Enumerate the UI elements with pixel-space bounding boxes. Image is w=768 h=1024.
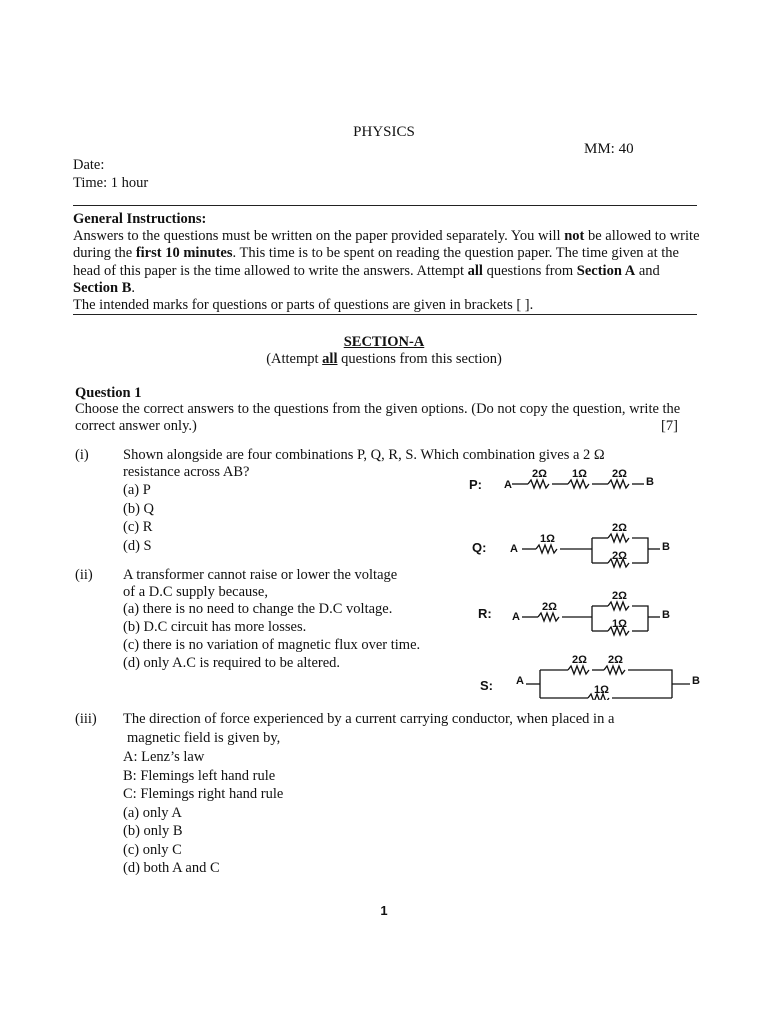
option-d: (d) only A.C is required to be altered. — [123, 655, 341, 671]
q-iii-line2: magnetic field is given by, — [127, 730, 281, 746]
circuit-p-label: P: — [469, 477, 482, 492]
circuit-q-resistor-top — [608, 534, 629, 542]
max-marks: MM: 40 — [584, 141, 634, 157]
option-a: (a) P — [123, 482, 151, 498]
circuit-q-r1-label: 1Ω — [540, 533, 555, 545]
circuit-p-resistor-1 — [528, 480, 549, 488]
time-label: Time: 1 hour — [73, 175, 149, 191]
date-label: Date: — [73, 157, 105, 173]
circuit-p-terminal-a: A — [504, 479, 512, 491]
circuit-q-terminal-b: B — [662, 541, 670, 553]
circuit-p-r1-label: 2Ω — [532, 468, 547, 480]
q-i-line2: resistance across AB? — [123, 464, 250, 480]
option-b: (b) only B — [123, 823, 183, 839]
circuit-p-terminal-b: B — [646, 476, 654, 488]
section-subtitle: (Attempt all questions from this section) — [266, 351, 502, 367]
statement-b: B: Flemings left hand rule — [123, 767, 276, 784]
instructions-marks-note: The intended marks for questions or parts of questions are given in brackets [ ]. — [73, 297, 534, 314]
option-d: (d) both A and C — [123, 860, 220, 876]
circuit-r-terminal-b: B — [662, 609, 670, 621]
q-iii-line1: The direction of force experienced by a current carrying conductor, when placed in a — [123, 711, 615, 727]
divider-top — [73, 205, 697, 206]
statement-a: A: Lenz’s law — [123, 749, 205, 765]
option-c: (c) R — [123, 519, 153, 535]
circuit-r-resistor-top — [608, 602, 629, 610]
question1-marks: [7] — [661, 418, 678, 434]
circuit-s-resistor-top-2 — [604, 666, 625, 674]
page-number: 1 — [380, 903, 388, 918]
q-ii-line1: A transformer cannot raise or lower the voltage — [123, 567, 398, 583]
question1-text: Choose the correct answers to the questions from the given options. (Do not copy the question, write the correct answer only.) — [75, 401, 681, 435]
circuit-q-terminal-a: A — [510, 543, 518, 555]
circuit-r-rtop-label: 2Ω — [612, 590, 627, 602]
option-c: (c) only C — [123, 841, 182, 858]
circuit-r-rbot-label: 1Ω — [612, 618, 627, 630]
q-ii-line2: of a D.C supply because, — [123, 584, 268, 600]
option-a: (a) there is no need to change the D.C voltage. — [123, 601, 393, 617]
circuit-diagrams — [460, 460, 720, 700]
circuit-q-resistor-series — [536, 545, 557, 553]
q-i-number: (i) — [75, 447, 89, 463]
option-c: (c) there is no variation of magnetic flux over time. — [123, 637, 421, 653]
divider-bottom — [73, 314, 697, 315]
circuit-s-terminal-a: A — [516, 675, 524, 687]
circuit-p-resistor-3 — [608, 480, 629, 488]
instructions-heading: General Instructions: — [73, 211, 207, 227]
option-b: (b) Q — [123, 500, 155, 517]
q-ii-number: (ii) — [75, 567, 93, 583]
instructions-paragraph: Answers to the questions must be written on the paper provided separately. You will not be allowed to write during the first 10 minutes. This time is to be spent on reading the question paper. The time given at the head of this paper is the time allowed to write the answers. Attempt all questions from Section A and Section B. — [73, 228, 700, 296]
circuit-s-rtop2-label: 2Ω — [608, 654, 623, 666]
statement-c: C: Flemings right hand rule — [123, 786, 284, 802]
general-instructions — [73, 211, 701, 314]
circuit-p-r3-label: 2Ω — [612, 468, 627, 480]
circuit-q-rbot-label: 2Ω — [612, 550, 627, 562]
section-title: SECTION-A — [343, 334, 425, 350]
circuit-q-label: Q: — [472, 540, 487, 555]
option-b: (b) D.C circuit has more losses. — [123, 619, 307, 635]
q-ii-options — [123, 600, 420, 672]
circuit-r-r1-label: 2Ω — [542, 601, 557, 613]
circuit-p-resistor-2 — [568, 480, 589, 488]
circuit-q-rtop-label: 2Ω — [612, 522, 627, 534]
option-d: (d) S — [123, 537, 152, 554]
circuit-r-resistor-series — [538, 613, 559, 621]
option-a: (a) only A — [123, 804, 182, 821]
question1-heading: Question 1 — [75, 385, 142, 401]
q-iii-number: (iii) — [75, 711, 97, 727]
circuit-s-label: S: — [480, 678, 493, 693]
q-i-options — [123, 481, 154, 555]
circuit-r-terminal-a: A — [512, 611, 520, 623]
subject-title: PHYSICS — [353, 124, 415, 140]
q-iii-list — [123, 748, 283, 878]
q-i-line1: Shown alongside are four combinations P, Q, R, S. Which combination gives a 2 Ω — [123, 447, 605, 463]
circuit-p-r2-label: 1Ω — [572, 468, 587, 480]
circuit-s-terminal-b: B — [692, 675, 700, 687]
circuit-s-rbot-label: 1Ω — [594, 684, 609, 696]
circuit-r-label: R: — [478, 606, 492, 621]
circuit-s-rtop1-label: 2Ω — [572, 654, 587, 666]
circuit-s-resistor-top-1 — [568, 666, 589, 674]
